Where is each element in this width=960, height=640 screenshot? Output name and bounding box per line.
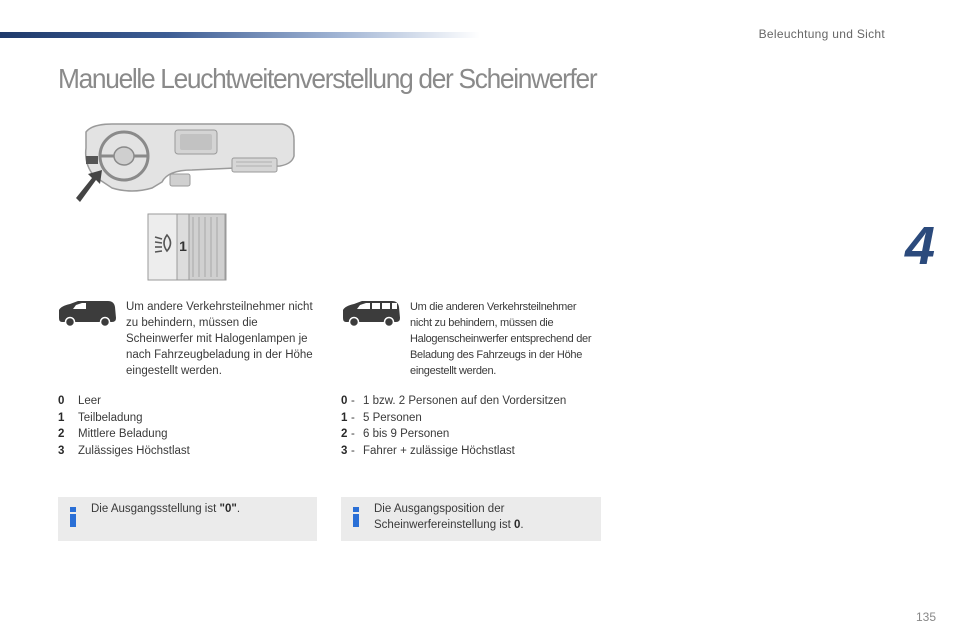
headlight-knob-illustration <box>147 213 227 281</box>
description-right: Um die anderen Verkehrsteilnehmer nicht zu behindern, müssen die Halogenscheinwerfer entsprechend der Beladung des Fahrzeugs in der Höhe eingestellt werden. <box>410 301 592 377</box>
position-list-right <box>341 393 566 459</box>
section-title: Beleuchtung und Sicht <box>758 27 885 41</box>
list-item: 0 Leer <box>58 395 102 407</box>
list-item: 3 - Fahrer + zulässige Höchstlast <box>341 444 515 457</box>
page-number: 135 <box>915 610 936 624</box>
info-text-right: Die Ausgangsposition der Scheinwerfereinstellung ist 0. <box>374 503 524 531</box>
list-item: 2 Mittlere Beladung <box>58 428 168 440</box>
list-item: 1 - 5 Personen <box>341 411 422 424</box>
info-text-left: Die Ausgangsstellung ist "0". <box>91 503 241 515</box>
passenger-van-icon <box>340 298 402 328</box>
list-item: 0 - 1 bzw. 2 Personen auf den Vordersitzen <box>341 395 567 407</box>
info-icon <box>68 506 78 528</box>
list-item: 1 Teilbeladung <box>58 411 143 424</box>
dashboard-illustration <box>72 118 302 208</box>
description-left: Um andere Verkehrsteilnehmer nicht zu behindern, müssen die Scheinwerfer mit Halogenlampen je nach Fahrzeugbeladung in der Höhe eingestellt werden. <box>126 301 313 377</box>
page-title: Manuelle Leuchtweitenverstellung der Scheinwerfer <box>58 63 597 94</box>
info-icon <box>351 506 361 528</box>
list-item: 3 Zulässiges Höchstlast <box>58 444 190 457</box>
knob-value-label: 1 <box>179 238 187 254</box>
list-item: 2 - 6 bis 9 Personen <box>341 428 450 440</box>
chapter-number: 4 <box>905 216 936 276</box>
position-list-left <box>58 393 190 459</box>
van-icon <box>56 298 118 328</box>
header-accent-bar <box>0 32 480 38</box>
info-box-left <box>58 497 317 541</box>
info-box-right <box>341 497 601 541</box>
